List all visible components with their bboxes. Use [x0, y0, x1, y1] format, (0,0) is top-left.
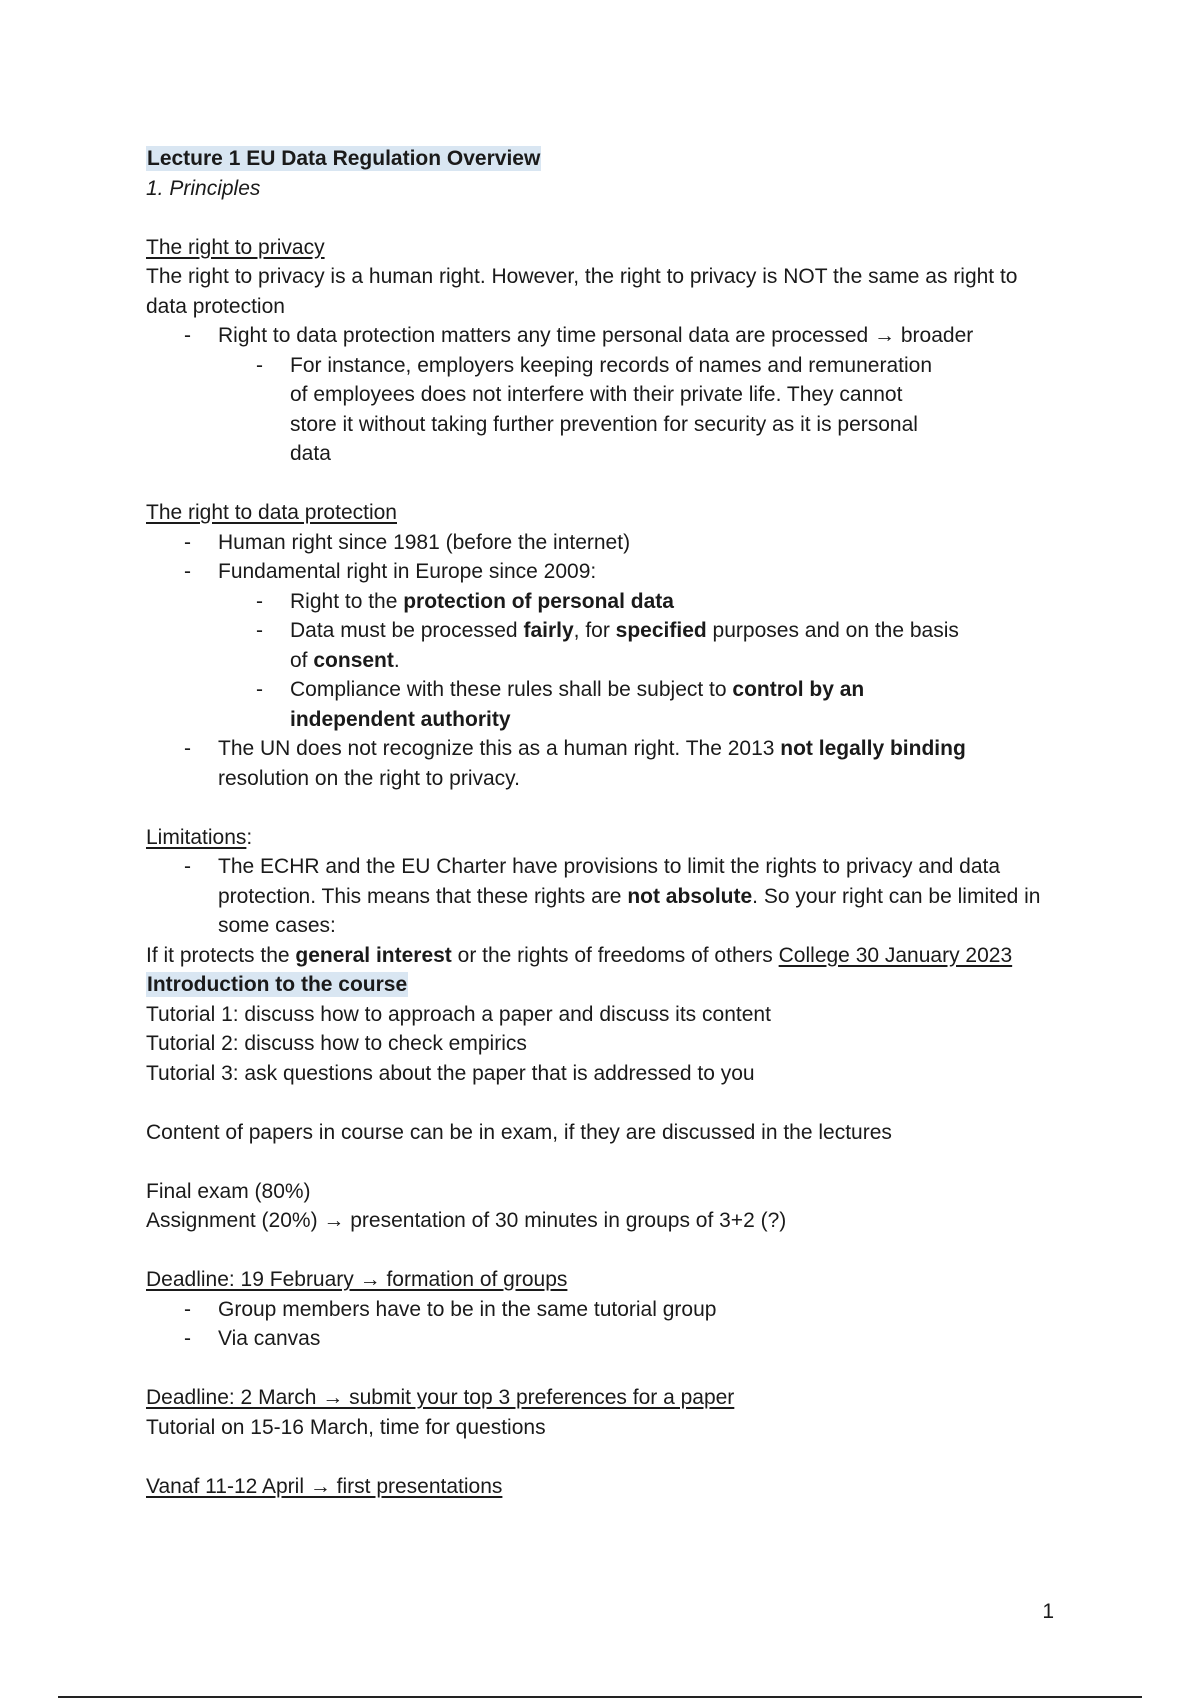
tutorial-2: Tutorial 2: discuss how to check empirics: [146, 1032, 527, 1055]
document-body: [146, 144, 1046, 1501]
deadline-groups-bullet-1: Group members have to be in the same tutorial group: [218, 1297, 717, 1321]
tutorial-3: Tutorial 3: ask questions about the paper that is addressed to you: [146, 1061, 755, 1085]
list-item: [146, 1295, 1046, 1325]
list-item: [146, 528, 1046, 558]
list-item: [146, 675, 1046, 734]
limitations-bullet-1: The ECHR and the EU Charter have provisions to limit the rights to privacy and data protection. This means that these rights are not absolute. So your right can be limited in some cases:: [218, 855, 1041, 937]
deadline-preferences: Deadline: 2 March → submit your top 3 preferences for a paper: [146, 1386, 735, 1409]
deadline-groups: Deadline: 19 February → formation of groups: [146, 1268, 568, 1291]
final-exam: Final exam (80%): [146, 1179, 311, 1203]
course-title: Introduction to the course: [147, 973, 408, 996]
privacy-bullet-1: Right to data protection matters any time personal data are processed → broader: [218, 324, 974, 347]
list-item: [146, 557, 1046, 587]
assignment: Assignment (20%) → presentation of 30 minutes in groups of 3+2 (?): [146, 1209, 787, 1232]
tutorial-questions: Tutorial on 15-16 March, time for questions: [146, 1415, 546, 1439]
section-subtitle: 1. Principles: [146, 176, 261, 200]
bullet-dash: -: [256, 589, 263, 613]
dp-sub-bullet-1: Right to the protection of personal data: [290, 589, 674, 613]
bullet-dash: -: [184, 855, 191, 878]
list-item: [146, 852, 1046, 941]
college-link[interactable]: College 30 January 2023: [778, 943, 1013, 967]
privacy-paragraph: The right to privacy is a human right. However, the right to privacy is NOT the same as right to data protection: [146, 265, 1018, 318]
list-item: [146, 616, 1046, 675]
deadline-groups-bullet-2: Via canvas: [218, 1327, 321, 1350]
dp-sub-bullet-2: Data must be processed fairly, for specified purposes and on the basis of consent.: [290, 619, 959, 672]
dp-sub-bullet-3: Compliance with these rules shall be subject to control by an independent authority: [290, 678, 865, 731]
page-number: 1: [1042, 1600, 1054, 1623]
privacy-heading: The right to privacy: [146, 235, 325, 259]
list-item: [146, 321, 1046, 351]
exam-note: Content of papers in course can be in exam, if they are discussed in the lectures: [146, 1120, 892, 1144]
bullet-dash: -: [184, 737, 191, 760]
bullet-dash: -: [184, 530, 191, 554]
dp-bullet-3: The UN does not recognize this as a human right. The 2013 not legally binding resolution on the right to privacy.: [218, 737, 966, 790]
list-item: [146, 1324, 1046, 1354]
dp-bullet-2: Fundamental right in Europe since 2009:: [218, 560, 597, 583]
presentations-date: Vanaf 11-12 April → first presentations: [146, 1474, 503, 1498]
tutorial-1: Tutorial 1: discuss how to approach a paper and discuss its content: [146, 1002, 771, 1026]
bullet-dash: -: [184, 560, 191, 583]
dp-bullet-1: Human right since 1981 (before the internet): [218, 530, 631, 554]
bullet-dash: -: [184, 1327, 191, 1350]
bullet-dash: -: [184, 324, 191, 347]
bullet-dash: -: [256, 353, 263, 377]
lecture-title: Lecture 1 EU Data Regulation Overview: [147, 147, 541, 170]
bullet-dash: -: [256, 678, 263, 701]
list-item: [146, 734, 1046, 793]
bottom-divider: [58, 1696, 1142, 1698]
list-item: [146, 351, 1046, 469]
limitations-line: If it protects the general interest or the rights of freedoms of others College 30 January 2023: [146, 943, 1013, 967]
data-protection-heading: The right to data protection: [146, 501, 397, 524]
privacy-sub-bullet-1: For instance, employers keeping records of names and remuneration of employees does not interfere with their private life. They cannot store it without taking further prevention for security as it is personal data: [290, 353, 932, 465]
limitations-heading: Limitations:: [146, 825, 253, 849]
list-item: [146, 587, 1046, 617]
bullet-dash: -: [256, 619, 263, 642]
bullet-dash: -: [184, 1297, 191, 1321]
